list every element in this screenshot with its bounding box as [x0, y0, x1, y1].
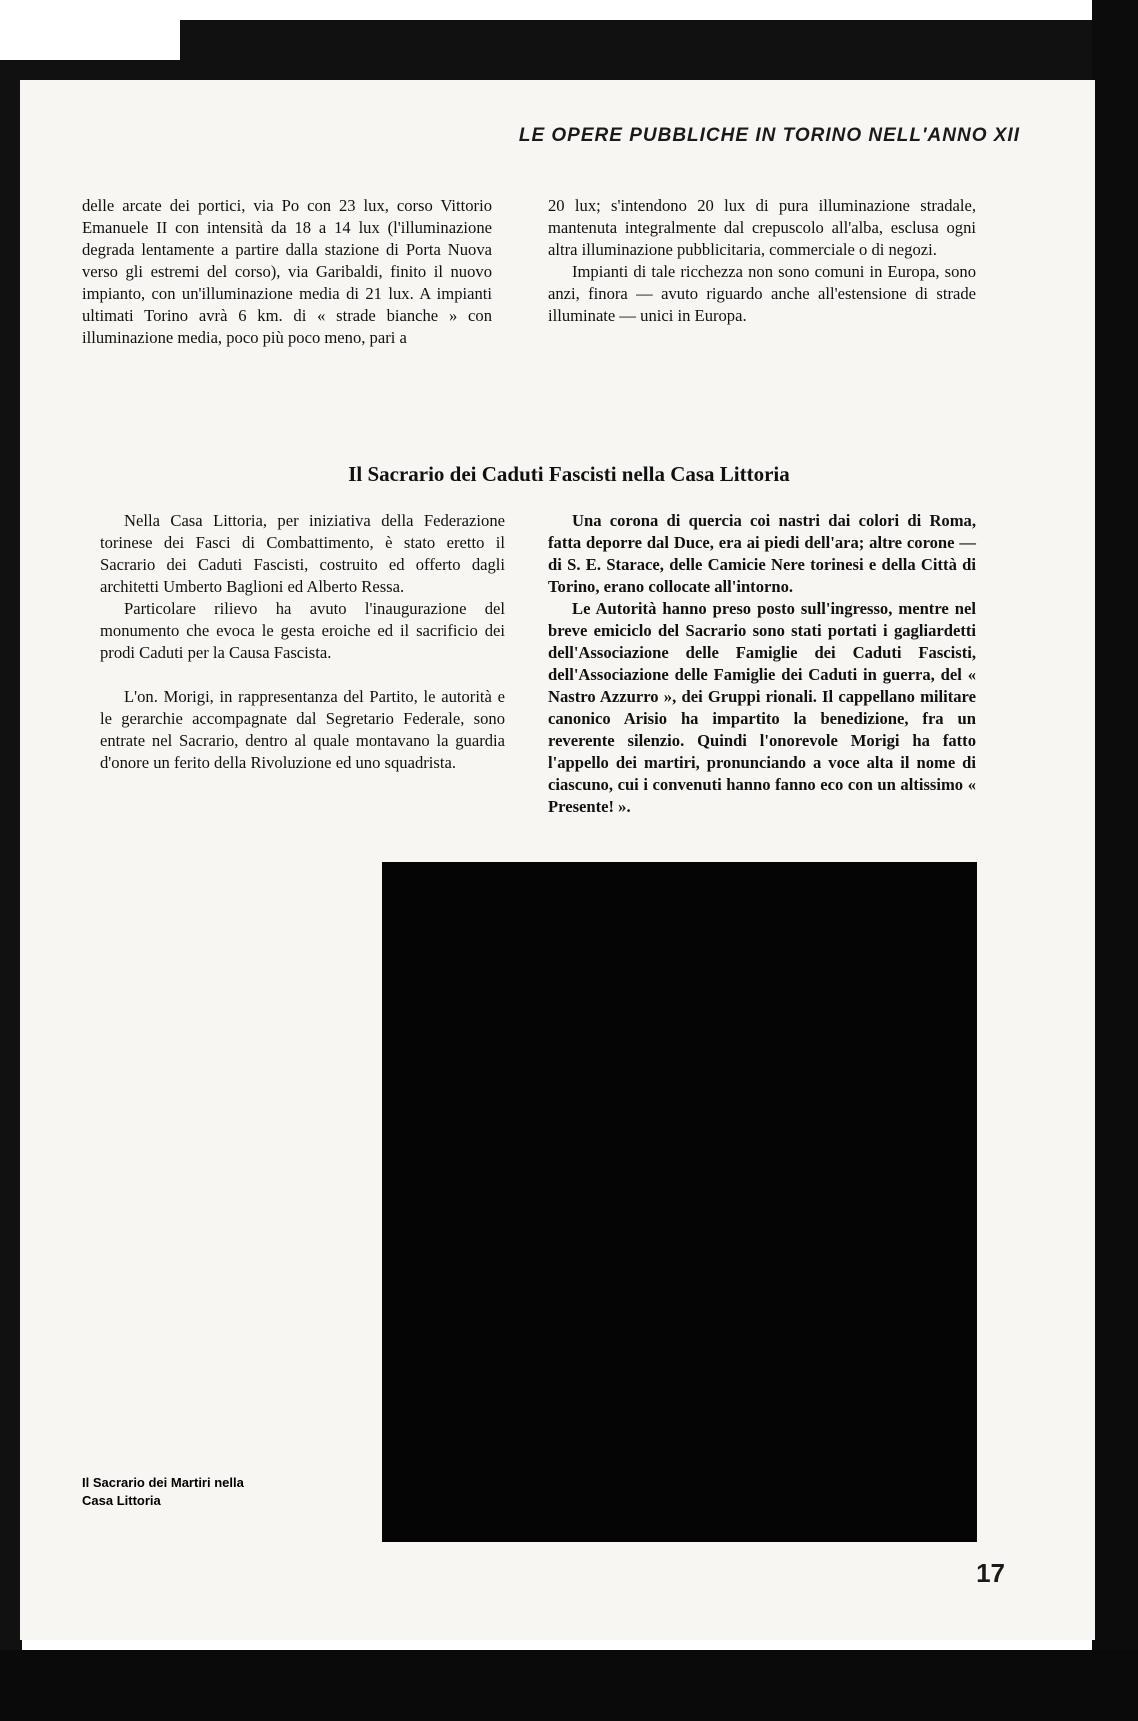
- scan-right-border: [1092, 0, 1138, 1721]
- page-number: 17: [976, 1558, 1005, 1588]
- photo-caption-line-2: Casa Littoria: [82, 1493, 161, 1508]
- intro-right-column: [548, 195, 976, 327]
- section-title: Il Sacrario dei Caduti Fascisti nella Casa Littoria: [348, 462, 790, 486]
- photo-caption: [82, 1474, 342, 1510]
- photo-caption-line-1: Il Sacrario dei Martiri nella: [82, 1475, 244, 1490]
- section-left-paragraph-2: Particolare rilievo ha avuto l'inaugurazione del monumento che evoca le gesta eroiche ed il sacrificio dei prodi Caduti per la Causa Fascista.: [100, 599, 505, 662]
- running-header: LE OPERE PUBBLICHE IN TORINO NELL'ANNO XII: [518, 125, 1020, 146]
- intro-right-paragraph-1: 20 lux; s'intendono 20 lux di pura illuminazione stradale, mantenuta integralmente dal crepuscolo all'alba, esclusa ogni altra illuminazione pubblicitaria, commerciale o di negozi.: [548, 196, 976, 259]
- intro-left-column: [82, 195, 492, 349]
- section-left-paragraph-3: L'on. Morigi, in rappresentanza del Partito, le autorità e le gerarchie accompagnate dal Segretario Federale, sono entrate nel Sacrario, dentro al quale montavano la guardia d'onore un ferito della Rivoluzione ed uno squadrista.: [100, 687, 505, 772]
- section-left-column: [100, 510, 505, 774]
- sacrario-photo: [382, 862, 977, 1542]
- intro-right-paragraph-2: Impianti di tale ricchezza non sono comuni in Europa, sono anzi, finora — avuto riguardo anche all'estensione di strade illuminate — unici in Europa.: [548, 262, 976, 325]
- section-right-paragraph-2: Le Autorità hanno preso posto sull'ingresso, mentre nel breve emiciclo del Sacrario sono stati portati i gagliardetti dell'Associazione delle Famiglie dei Caduti Fascisti, dell'Associazione delle Famiglie dei Caduti in guerra, del « Nastro Azzurro », dei Gruppi rionali. Il cappellano militare canonico Arisio ha impartito la benedizione, fra un reverente silenzio. Quindi l'onorevole Morigi ha fatto l'appello dei martiri, pronunciando a voce alta il nome di ciascuno, cui i convenuti hanno fanno eco con un altissimo « Presente! ».: [548, 599, 976, 816]
- scan-top-notch: [0, 20, 180, 60]
- scan-bottom-border: [0, 1650, 1138, 1721]
- intro-left-paragraph: delle arcate dei portici, via Po con 23 lux, corso Vittorio Emanuele II con intensità da 18 a 14 lux (l'illuminazione degrada lentamente a partire dalla stazione di Porta Nuova verso gli estremi del corso), via Garibaldi, finito il nuovo impianto, con un'illuminazione media di 21 lux. A impianti ultimati Torino avrà 6 km. di « strade bianche » con illuminazione media, poco più poco meno, pari a: [82, 196, 492, 347]
- section-right-column: [548, 510, 976, 818]
- section-right-paragraph-1: Una corona di quercia coi nastri dai colori di Roma, fatta deporre dal Duce, era ai piedi dell'ara; altre corone — di S. E. Starace, delle Camicie Nere torinesi e della Città di Torino, erano collocate all'intorno.: [548, 511, 976, 596]
- section-left-paragraph-1: Nella Casa Littoria, per iniziativa della Federazione torinese dei Fasci di Combattimento, è stato eretto il Sacrario dei Caduti Fascisti, costruito ed offerto dagli architetti Umberto Baglioni ed Alberto Ressa.: [100, 511, 505, 596]
- scan-left-border: [0, 80, 22, 1680]
